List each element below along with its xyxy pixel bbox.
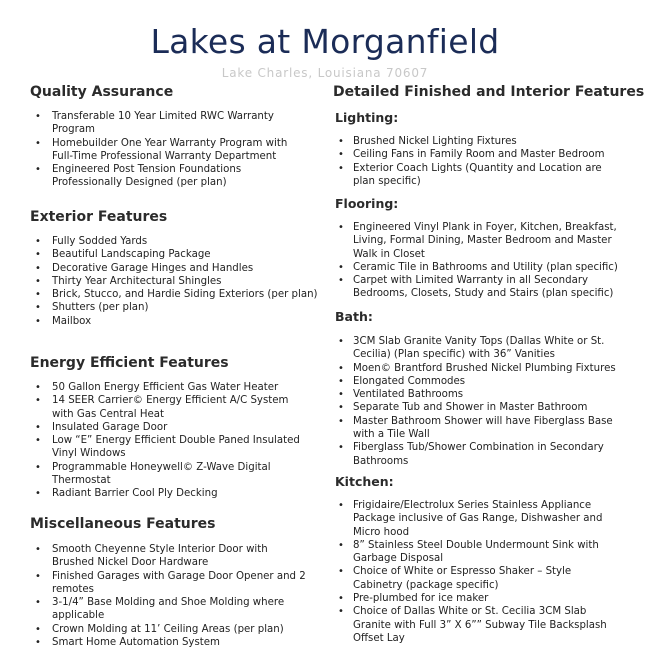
list-item: • Mailbox [30,315,320,328]
list-item: • Moen© Brantford Brushed Nickel Plumbing Fixtures [333,362,623,375]
list-item: • Pre-plumbed for ice maker [333,592,623,605]
miscellaneous-heading: Miscellaneous Features [30,516,216,532]
list-item: • Thirty Year Architectural Shingles [30,275,320,288]
quality-assurance-heading: Quality Assurance [30,84,174,100]
list-item: • Brushed Nickel Lighting Fixtures [333,135,623,148]
quality-assurance-list [30,110,300,190]
lighting-list [333,135,623,188]
list-item: • Beautiful Landscaping Package [30,248,320,261]
list-item: • Crown Molding at 11’ Ceiling Areas (per plan) [30,623,312,636]
list-item: • Engineered Vinyl Plank in Foyer, Kitchen, Breakfast, Living, Formal Dining, Master Bedroom and Master Walk in Closet [333,221,618,261]
list-item: • Transferable 10 Year Limited RWC Warranty Program [30,110,300,137]
list-item: • Ventilated Bathrooms [333,388,623,401]
list-item: • Homebuilder One Year Warranty Program with Full-Time Professional Warranty Department [30,137,300,164]
list-item: • Low “E” Energy Efficient Double Paned Insulated Vinyl Windows [30,434,300,461]
list-item: • Finished Garages with Garage Door Opener and 2 remotes [30,570,312,597]
list-item: • 8” Stainless Steel Double Undermount Sink with Garbage Disposal [333,539,623,566]
list-item: • Engineered Post Tension Foundations Professionally Designed (per plan) [30,163,300,190]
list-item: • 14 SEER Carrier© Energy Efficient A/C System with Gas Central Heat [30,394,300,421]
list-item: • Frigidaire/Electrolux Series Stainless Appliance Package inclusive of Gas Range, Dishwasher and Micro hood [333,499,623,539]
list-item: • Master Bathroom Shower will have Fiberglass Base with a Tile Wall [333,415,623,442]
miscellaneous-list [30,543,312,649]
energy-efficient-list [30,381,300,501]
list-item: • Smooth Cheyenne Style Interior Door with Brushed Nickel Door Hardware [30,543,312,570]
list-item: • Choice of White or Espresso Shaker – Style Cabinetry (package specific) [333,565,623,592]
list-item: • Radiant Barrier Cool Ply Decking [30,487,300,500]
lighting-heading: Lighting: [335,110,399,125]
list-item: • Brick, Stucco, and Hardie Siding Exteriors (per plan) [30,288,320,301]
list-item: • Separate Tub and Shower in Master Bathroom [333,401,623,414]
bath-heading: Bath: [335,309,373,324]
list-item: • 50 Gallon Energy Efficient Gas Water Heater [30,381,300,394]
interior-features-heading: Detailed Finished and Interior Features [333,84,645,100]
kitchen-heading: Kitchen: [335,474,394,489]
location-subtitle: Lake Charles, Louisiana 70607 [221,66,429,80]
kitchen-list [333,499,623,645]
list-item: • Fully Sodded Yards [30,235,320,248]
list-item: • Decorative Garage Hinges and Handles [30,262,320,275]
list-item: • Fiberglass Tub/Shower Combination in Secondary Bathrooms [333,441,623,468]
list-item: • Elongated Commodes [333,375,623,388]
energy-efficient-heading: Energy Efficient Features [30,355,229,371]
bath-list [333,335,623,468]
list-item: • Shutters (per plan) [30,301,320,314]
flooring-heading: Flooring: [335,196,399,211]
list-item: • Ceiling Fans in Family Room and Master Bedroom [333,148,623,161]
list-item: • Programmable Honeywell© Z-Wave Digital Thermostat [30,461,300,488]
list-item: • Exterior Coach Lights (Quantity and Location are plan specific) [333,162,623,189]
list-item: • Choice of Dallas White or St. Cecilia 3CM Slab Granite with Full 3” X 6”” Subway Tile Backsplash Offset Lay [333,605,623,645]
flooring-list [333,221,618,301]
list-item: • 3CM Slab Granite Vanity Tops (Dallas White or St. Cecilia) (Plan specific) with 36” Vanities [333,335,623,362]
list-item: • Insulated Garage Door [30,421,300,434]
list-item: • Carpet with Limited Warranty in all Secondary Bedrooms, Closets, Study and Stairs (plan specific) [333,274,618,301]
list-item: • Ceramic Tile in Bathrooms and Utility (plan specific) [333,261,618,274]
exterior-features-heading: Exterior Features [30,209,168,225]
list-item: • 3-1/4” Base Molding and Shoe Molding where applicable [30,596,312,623]
page-title: Lakes at Morganfield [150,22,500,61]
list-item: • Smart Home Automation System [30,636,312,649]
exterior-features-list [30,235,320,328]
